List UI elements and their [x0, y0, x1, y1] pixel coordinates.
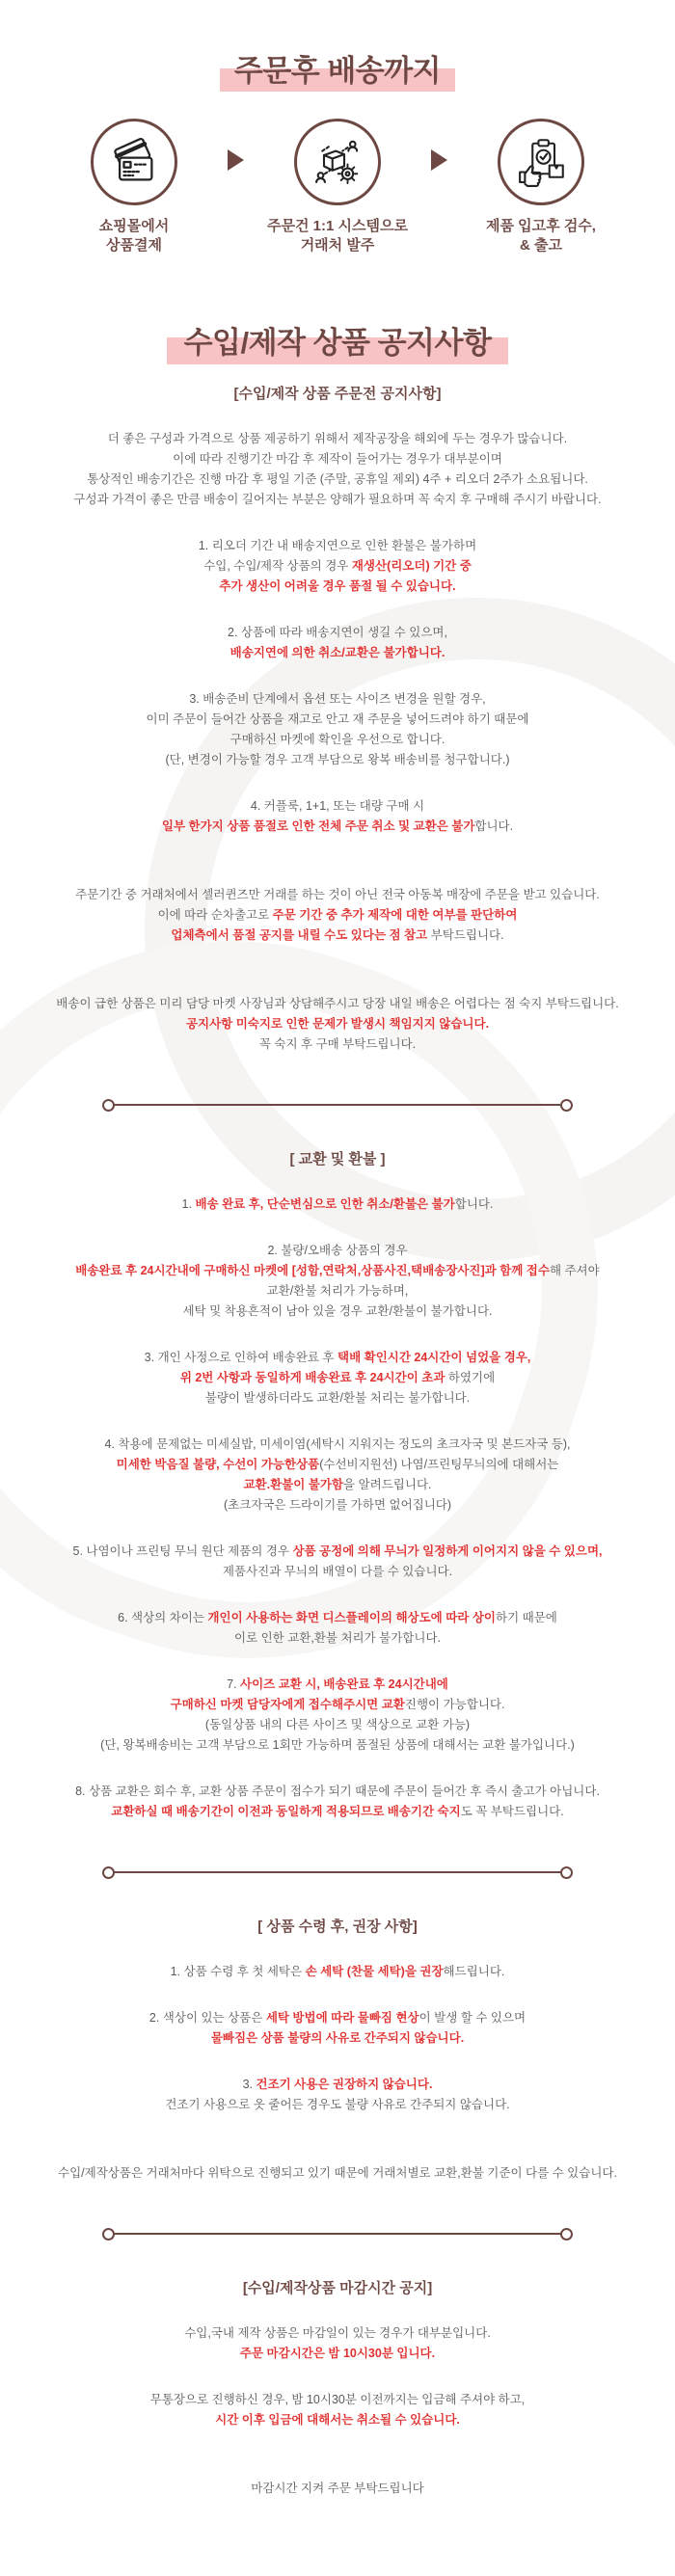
- divider-dot: [560, 1099, 573, 1112]
- body-text: 하기 때문에: [496, 1610, 557, 1624]
- arrow-right-icon: [228, 149, 244, 171]
- body-text: 제품사진과 무늬의 배열이 다를 수 있습니다.: [222, 1564, 453, 1578]
- text-block: [0, 1348, 675, 1409]
- text-line: [0, 643, 675, 663]
- step-label: [453, 217, 629, 256]
- body-text: 꼭 숙지 후 구매 부탁드립니다.: [258, 1036, 417, 1051]
- body-text: 세탁 및 착용흔적이 남아 있을 경우 교환/환불이 불가합니다.: [182, 1303, 493, 1318]
- body-text: 6. 색상의 차이는: [118, 1610, 208, 1624]
- emphasis-text: 손 세탁 (찬물 세탁)을 권장: [305, 1964, 444, 1978]
- emphasis-text: 일부 한가지 상품 품절로 인한 전체 주문 취소 및 교환은 불가: [161, 818, 475, 833]
- section-heading-exchange-refund: [ 교환 및 환불 ]: [289, 1150, 386, 1167]
- body-text: 이미 주문이 들어간 상품을 재고로 안고 재 주문을 넣어드려야 하기 때문에: [146, 711, 529, 726]
- notice-body: [0, 383, 675, 2576]
- body-text: 이 발생 할 수 있으며: [418, 2010, 526, 2025]
- text-block: [0, 429, 675, 510]
- emphasis-text: 배송 완료 후, 단순변심으로 인한 취소/환불은 불가: [195, 1196, 455, 1211]
- text-line: [0, 905, 675, 926]
- text-line: [0, 1014, 675, 1034]
- text-line: [0, 2479, 675, 2499]
- text-line: [0, 2095, 675, 2115]
- text-line: [0, 1388, 675, 1409]
- body-text: 통상적인 배송기간은 진행 마감 후 평일 기준 (주말, 공휴일 제외) 4주 + 리오더 2주가 소요됩니다.: [87, 471, 588, 486]
- body-text: 을 알려드립니다.: [343, 1477, 432, 1491]
- text-line: [0, 1034, 675, 1055]
- text-line: [0, 689, 675, 710]
- text-block: [0, 2163, 675, 2184]
- body-text: (초크자국은 드라이기를 가하면 없어집니다): [223, 1497, 452, 1512]
- text-line: [0, 710, 675, 730]
- text-line: [0, 2410, 675, 2430]
- text-line: [0, 1475, 675, 1495]
- emphasis-text: 추가 생산이 어려울 경우 품절 될 수 있습니다.: [219, 578, 456, 593]
- body-text: 이에 따라 순차출고로: [157, 907, 273, 922]
- body-text: 이로 인한 교환,환불 처리가 불가합니다.: [233, 1630, 442, 1645]
- text-line: [0, 885, 675, 905]
- text-block: [0, 796, 675, 837]
- order-steps: [0, 119, 675, 256]
- notice-title: [0, 256, 675, 362]
- text-line: [0, 817, 675, 837]
- text-block: [0, 1542, 675, 1582]
- text-line: [0, 1782, 675, 1802]
- body-text: (수선비지원선) 나염/프린팅무늬의에 대해서는: [319, 1457, 559, 1471]
- text-block: [0, 1241, 675, 1322]
- text-line: [0, 470, 675, 490]
- body-text: 진행이 가능합니다.: [404, 1697, 505, 1711]
- text-line: [0, 1261, 675, 1281]
- body-text: 도 꼭 부탁드립니다.: [460, 1804, 564, 1818]
- divider-dot: [560, 2228, 573, 2241]
- emphasis-text: 물빠짐은 상품 불량의 사유로 간주되지 않습니다.: [210, 2030, 465, 2045]
- inspection-icon: [498, 119, 584, 205]
- text-line: [0, 1802, 675, 1822]
- divider-line: [114, 2233, 561, 2235]
- order-step: [46, 119, 222, 256]
- body-text: 4. 착용에 문제없는 미세실밥, 미세이염(세탁시 지워지는 정도의 초크자국 및 본드자국 등),: [104, 1436, 571, 1451]
- body-text: 구매하신 마켓에 확인을 우선으로 합니다.: [230, 732, 446, 746]
- text-line: [0, 577, 675, 597]
- emphasis-text: 시간 이후 입금에 대해서는 취소될 수 있습니다.: [215, 2412, 460, 2427]
- emphasis-text: 공지사항 미숙지로 인한 문제가 발생시 책임지지 않습니다.: [185, 1016, 490, 1031]
- emphasis-text: 배송지연에 의한 취소/교환은 불가합니다.: [230, 645, 446, 659]
- notice-section: [0, 256, 675, 2576]
- body-text: 불량이 발생하더라도 교환/환불 처리는 불가합니다.: [204, 1390, 471, 1405]
- emphasis-text: 건조기 사용은 권장하지 않습니다.: [256, 2077, 433, 2091]
- text-line: [0, 1241, 675, 1261]
- text-line: [0, 429, 675, 449]
- text-line: [0, 556, 675, 577]
- text-line: [0, 2075, 675, 2095]
- step-label: [250, 217, 425, 256]
- text-line: [0, 730, 675, 750]
- text-line: [0, 926, 675, 946]
- text-line: [0, 536, 675, 556]
- body-text: 마감시간 지켜 주문 부탁드립니다: [251, 2481, 424, 2495]
- text-block: [0, 1194, 675, 1215]
- body-text: 3.: [242, 2077, 256, 2091]
- order-step: [453, 119, 629, 256]
- text-block: [0, 2479, 675, 2499]
- body-text: 5. 나염이나 프린팅 무늬 원단 제품의 경우: [72, 1543, 293, 1558]
- emphasis-text: 교환하실 때 배송기간이 이전과 동일하게 적용되므로 배송기간 숙지: [111, 1804, 461, 1818]
- text-line: [0, 750, 675, 770]
- divider-line: [114, 1871, 561, 1873]
- section-heading-pre-order-notice: [수입/제작 상품 주문전 공지사항]: [233, 385, 442, 402]
- text-block: [0, 994, 675, 1055]
- step-label-line: 쇼핑몰에서: [98, 218, 170, 234]
- text-block: [0, 1608, 675, 1649]
- order-flow-section: [0, 0, 675, 256]
- text-line: [0, 1368, 675, 1388]
- body-text: (동일상품 내의 다른 사이즈 및 색상으로 교환 가능): [204, 1717, 471, 1731]
- body-text: (단, 변경이 가능할 경우 고객 부담으로 왕복 배송비를 청구합니다.): [165, 752, 510, 766]
- body-text: 무통장으로 진행하신 경우, 밤 10시30분 이전까지는 입금해 주셔야 하고,: [149, 2392, 526, 2406]
- text-block: [0, 885, 675, 946]
- text-line: [0, 2344, 675, 2364]
- emphasis-text: 택배 확인시간 24시간이 넘었을 경우,: [338, 1350, 531, 1364]
- body-text: 2. 색상이 있는 상품은: [148, 2010, 266, 2025]
- text-line: [0, 1495, 675, 1516]
- emphasis-text: 주문 기간 중 추가 제작에 대한 여부를 판단하여: [272, 907, 518, 922]
- text-line: [0, 1194, 675, 1215]
- emphasis-text: 상품 공정에 의해 무늬가 일정하게 이어지지 않을 수 있으며,: [292, 1543, 603, 1558]
- flow-title-text: 주문후 배송까지: [234, 46, 441, 90]
- step-label-line: 거래처 발주: [300, 237, 375, 255]
- step-label-line: & 출고: [520, 237, 562, 255]
- step-label-line: 상품결제: [106, 237, 162, 255]
- text-line: [0, 1348, 675, 1368]
- body-text: 수입, 수입/제작 상품의 경우: [203, 558, 352, 573]
- arrow-right-icon: [431, 149, 447, 171]
- text-line: [0, 994, 675, 1014]
- text-line: [0, 796, 675, 817]
- text-block: [0, 2008, 675, 2049]
- body-text: 7.: [227, 1677, 241, 1691]
- section-divider: [102, 1866, 573, 1879]
- text-block: [0, 2390, 675, 2430]
- body-text: 건조기 사용으로 옷 줄어든 경우도 불량 사유로 간주되지 않습니다.: [165, 2097, 510, 2111]
- emphasis-text: 교환.환불이 불가함: [243, 1477, 344, 1491]
- body-text: 주문기간 중 거래처에서 셀러퀸즈만 거래를 하는 것이 아닌 전국 아동복 매장에 주문을 받고 있습니다.: [75, 887, 600, 901]
- body-text: 1. 상품 수령 후 첫 세탁은: [170, 1964, 306, 1978]
- text-line: [0, 1301, 675, 1322]
- notice-title-text: 수입/제작 상품 공지사항: [184, 318, 492, 362]
- order-system-icon: [294, 119, 381, 205]
- text-line: [0, 1715, 675, 1735]
- divider-line: [114, 1104, 561, 1106]
- text-line: [0, 1695, 675, 1715]
- body-text: 부탁드립니다.: [427, 927, 504, 942]
- emphasis-text: 위 2번 사항과 동일하게 배송완료 후 24시간이 초과: [179, 1370, 446, 1384]
- text-line: [0, 1281, 675, 1301]
- flow-title: [0, 0, 675, 90]
- emphasis-text: 재생산(리오더) 기간 중: [351, 558, 472, 573]
- body-text: 2. 불량/오배송 상품의 경우: [267, 1243, 408, 1257]
- body-text: 하였기에: [445, 1370, 496, 1384]
- body-text: 해 주셔야: [549, 1263, 600, 1277]
- body-text: 합니다.: [474, 818, 514, 833]
- body-text: 8. 상품 교환은 회수 후, 교환 상품 주문이 접수가 되기 때문에 주문이 들어간 후 즉시 출고가 아닙니다.: [75, 1784, 600, 1798]
- emphasis-text: 업체측에서 품절 공지를 내릴 수도 있다는 점 참고: [171, 927, 428, 942]
- emphasis-text: 미세한 박음질 불량, 수선이 가능한상품: [116, 1457, 320, 1471]
- body-text: 수입/제작상품은 거래처마다 위탁으로 진행되고 있기 때문에 거래처별로 교환,환불 기준이 다를 수 있습니다.: [58, 2165, 617, 2180]
- text-line: [0, 1562, 675, 1582]
- text-line: [0, 1608, 675, 1628]
- credit-card-icon: [91, 119, 177, 205]
- body-text: 1. 리오더 기간 내 배송지연으로 인한 환불은 불가하며: [198, 538, 477, 552]
- section-divider: [102, 1099, 573, 1112]
- divider-dot: [560, 1866, 573, 1879]
- text-line: [0, 1542, 675, 1562]
- section-heading-after-receipt: [ 상품 수령 후, 권장 사항]: [257, 1918, 418, 1935]
- body-text: 2. 상품에 따라 배송지연이 생길 수 있으며,: [228, 625, 447, 639]
- body-text: 4. 커플룩, 1+1, 또는 대량 구매 시: [250, 798, 425, 813]
- text-line: [0, 1675, 675, 1695]
- step-label-line: 주문건 1:1 시스템으로: [267, 218, 408, 234]
- text-block: [0, 689, 675, 770]
- text-line: [0, 2390, 675, 2410]
- text-block: [0, 1962, 675, 1982]
- order-step: [250, 119, 425, 256]
- text-line: [0, 2163, 675, 2184]
- text-line: [0, 2323, 675, 2344]
- emphasis-text: 구매하신 마켓 담당자에게 접수해주시면 교환: [170, 1697, 405, 1711]
- emphasis-text: 주문 마감시간은 밤 10시30분 입니다.: [239, 2346, 436, 2360]
- text-line: [0, 1962, 675, 1982]
- section-divider: [102, 2228, 573, 2241]
- emphasis-text: 세탁 방법에 따라 물빠짐 현상: [265, 2010, 419, 2025]
- body-text: 합니다.: [454, 1196, 494, 1211]
- text-line: [0, 1735, 675, 1756]
- emphasis-text: 개인이 사용하는 화면 디스플레이의 해상도에 따라 상이: [207, 1610, 496, 1624]
- emphasis-text: 사이즈 교환 시, 배송완료 후 24시간내에: [240, 1677, 448, 1691]
- text-line: [0, 2008, 675, 2028]
- body-text: 더 좋은 구성과 가격으로 상품 제공하기 위해서 제작공장을 해외에 두는 경우가 많습니다.: [107, 431, 568, 445]
- text-block: [0, 2075, 675, 2115]
- text-line: [0, 1455, 675, 1475]
- body-text: 교환/환불 처리가 가능하며,: [266, 1283, 409, 1298]
- body-text: (단, 왕복배송비는 고객 부담으로 1회만 가능하며 품절된 상품에 대해서는 교환 불가입니다.): [100, 1737, 575, 1752]
- text-line: [0, 623, 675, 643]
- body-text: 3. 배송준비 단계에서 옵션 또는 사이즈 변경을 원할 경우,: [189, 691, 486, 706]
- text-line: [0, 1435, 675, 1455]
- text-line: [0, 449, 675, 470]
- body-text: 3. 개인 사정으로 인하여 배송완료 후: [144, 1350, 338, 1364]
- text-line: [0, 490, 675, 510]
- text-line: [0, 1628, 675, 1649]
- text-block: [0, 536, 675, 597]
- text-block: [0, 1435, 675, 1516]
- step-label-line: 제품 입고후 검수,: [486, 218, 596, 234]
- text-block: [0, 2323, 675, 2364]
- body-text: 수입,국내 제작 상품은 마감일이 있는 경우가 대부분입니다.: [184, 2325, 491, 2340]
- text-block: [0, 1782, 675, 1822]
- emphasis-text: 배송완료 후 24시간내에 구매하신 마켓에 [성함,연락처,상품사진,택배송장사진]과 함께 접수: [75, 1263, 550, 1277]
- text-block: [0, 1675, 675, 1756]
- section-heading-deadline-notice: [수입/제작상품 마감시간 공지]: [242, 2279, 433, 2296]
- step-label: [46, 217, 222, 256]
- body-text: 구성과 가격이 좋은 만큼 배송이 길어지는 부분은 양해가 필요하며 꼭 숙지 후 구매해 주시기 바랍니다.: [73, 492, 602, 506]
- text-line: [0, 2028, 675, 2049]
- text-block: [0, 623, 675, 663]
- body-text: 해드립니다.: [443, 1964, 505, 1978]
- body-text: 1.: [181, 1196, 196, 1211]
- body-text: 배송이 급한 상품은 미리 담당 마켓 사장님과 상담해주시고 당장 내일 배송은 어렵다는 점 숙지 부탁드립니다.: [56, 996, 619, 1010]
- body-text: 이에 따라 진행기간 마감 후 제작이 들어가는 경우가 대부분이며: [173, 451, 502, 466]
